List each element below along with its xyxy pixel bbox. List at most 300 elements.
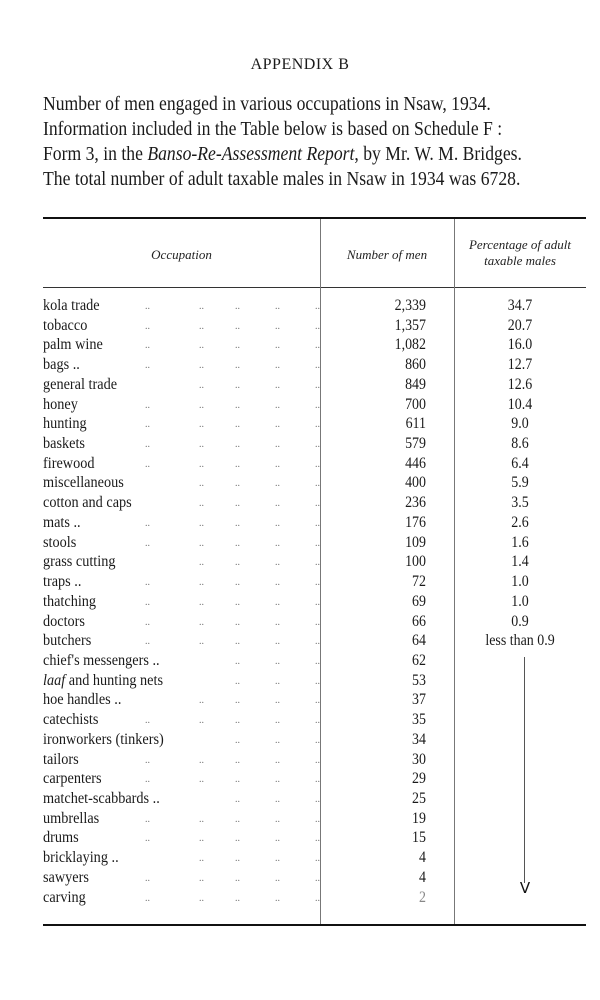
occupation-label: sawyers: [43, 868, 89, 886]
leader-dot: ..: [235, 478, 240, 490]
occupation-label: carpenters: [43, 770, 102, 788]
leader-dot: ..: [315, 320, 320, 332]
percentage-cell: 0.9: [511, 612, 529, 630]
occupation-italic-term: laaf: [43, 671, 66, 689]
leader-dot: ..: [199, 872, 204, 884]
leader-dot: ..: [235, 853, 240, 865]
table-body: [43, 296, 586, 907]
leader-dot: ..: [199, 458, 204, 470]
number-of-men-cell: 69: [412, 592, 426, 610]
number-of-men-cell: 1,082: [394, 336, 426, 354]
table-header-rule: [43, 287, 586, 288]
number-of-men-cell: 34: [412, 730, 426, 748]
leader-dots: [43, 868, 320, 888]
leader-dots: [43, 848, 320, 868]
leader-dot: ..: [235, 301, 240, 312]
leader-dot: ..: [145, 419, 150, 431]
table-row: [43, 434, 586, 454]
number-of-men-cell: 860: [405, 356, 426, 374]
occupation-label: carving: [43, 888, 86, 906]
leader-dot: ..: [199, 833, 204, 845]
leader-dots: [43, 434, 320, 454]
header-occupation: Occupation: [151, 247, 212, 262]
leader-dot: ..: [199, 379, 204, 391]
leader-dot: ..: [235, 715, 240, 727]
leader-dot: ..: [315, 596, 320, 608]
leader-dot: ..: [235, 793, 240, 805]
leader-dot: ..: [275, 655, 280, 667]
leader-dots: [43, 750, 320, 770]
table-row: [43, 651, 586, 671]
leader-dot: ..: [199, 517, 204, 529]
table-row: [43, 828, 586, 848]
leader-dot: ..: [145, 577, 150, 589]
leader-dot: ..: [235, 517, 240, 529]
leader-dots: [43, 828, 320, 848]
leader-dot: ..: [199, 596, 204, 608]
leader-dot: ..: [275, 675, 280, 687]
leader-dots: [43, 395, 320, 415]
percentage-cell: 20.7: [507, 316, 533, 334]
number-of-men-cell: 236: [405, 494, 426, 512]
leader-dots: [43, 690, 320, 710]
leader-dot: ..: [275, 498, 280, 510]
leader-dot: ..: [199, 892, 204, 904]
leader-dot: ..: [199, 320, 204, 332]
leader-dot: ..: [145, 360, 150, 372]
occupation-label: honey: [43, 395, 78, 413]
leader-dot: ..: [145, 596, 150, 608]
leader-dot: ..: [315, 872, 320, 884]
leader-dots: [43, 513, 320, 533]
number-of-men-cell: 2: [419, 888, 426, 906]
leader-dots: [43, 612, 320, 632]
leader-dots: [43, 552, 320, 572]
leader-dot: ..: [145, 537, 150, 549]
table-bottom-rule: [43, 924, 586, 926]
table-row: [43, 335, 586, 355]
leader-dots: [43, 710, 320, 730]
leader-dot: ..: [315, 853, 320, 865]
leader-dot: ..: [315, 458, 320, 470]
number-of-men-cell: 400: [405, 474, 426, 492]
leader-dot: ..: [275, 793, 280, 805]
number-of-men-cell: 4: [419, 849, 426, 867]
leader-dot: ..: [275, 616, 280, 628]
occupation-label: catechists: [43, 711, 99, 729]
occupation-label: cotton and caps: [43, 494, 132, 512]
leader-dot: ..: [235, 419, 240, 431]
leader-dot: ..: [315, 340, 320, 352]
leader-dot: ..: [315, 695, 320, 707]
percentage-cell: 1.4: [511, 553, 529, 571]
leader-dot: ..: [275, 892, 280, 904]
table-row: [43, 592, 586, 612]
leader-dots: [43, 473, 320, 493]
leader-dot: ..: [235, 675, 240, 687]
number-of-men-cell: 64: [412, 632, 426, 650]
table-row: [43, 789, 586, 809]
number-of-men-cell: 30: [412, 750, 426, 768]
leader-dot: ..: [315, 675, 320, 687]
leader-dot: ..: [275, 517, 280, 529]
leader-dots: [43, 631, 320, 651]
number-of-men-cell: 53: [412, 671, 426, 689]
leader-dots: [43, 355, 320, 375]
leader-dot: ..: [199, 439, 204, 451]
occupation-label: tobacco: [43, 316, 88, 334]
leader-dot: ..: [275, 478, 280, 490]
table-row: [43, 454, 586, 474]
table-row: [43, 552, 586, 572]
leader-dot: ..: [145, 636, 150, 648]
leader-dot: ..: [315, 577, 320, 589]
occupation-label: matchet-scabbards ..: [43, 789, 160, 807]
leader-dots: [43, 888, 320, 908]
leader-dot: ..: [315, 833, 320, 845]
intro-line-3-suffix: , by Mr. W. M. Bridges.: [354, 143, 522, 165]
occupation-label: umbrellas: [43, 809, 100, 827]
leader-dot: ..: [275, 853, 280, 865]
leader-dot: ..: [275, 340, 280, 352]
occupation-label: miscellaneous: [43, 474, 124, 492]
percentage-cell: 6.4: [511, 454, 529, 472]
number-of-men-cell: 25: [412, 789, 426, 807]
leader-dot: ..: [199, 360, 204, 372]
intro-line-3: [43, 142, 588, 167]
percentage-cell: less than 0.9: [485, 632, 555, 650]
leader-dot: ..: [199, 695, 204, 707]
leader-dot: ..: [235, 458, 240, 470]
percentage-cell: 2.6: [511, 513, 529, 531]
leader-dot: ..: [199, 754, 204, 766]
leader-dot: ..: [199, 557, 204, 569]
table-row: [43, 375, 586, 395]
leader-dot: ..: [275, 734, 280, 746]
report-title: Banso-Re-Assessment Report: [147, 143, 355, 165]
leader-dot: ..: [235, 616, 240, 628]
leader-dot: ..: [199, 813, 204, 825]
leader-dot: ..: [275, 439, 280, 451]
occupation-label: bags ..: [43, 356, 80, 374]
percentage-cell: 16.0: [507, 336, 533, 354]
leader-dot: ..: [275, 320, 280, 332]
leader-dots: [43, 454, 320, 474]
occupation-label: ironworkers (tinkers): [43, 730, 164, 748]
leader-dots: [43, 316, 320, 336]
leader-dot: ..: [199, 774, 204, 786]
leader-dot: ..: [235, 596, 240, 608]
leader-dot: ..: [315, 793, 320, 805]
continuation-arrow-head-icon: V: [519, 879, 531, 897]
leader-dot: ..: [145, 892, 150, 904]
leader-dots: [43, 533, 320, 553]
number-of-men-cell: 109: [405, 533, 426, 551]
table-top-rule: [43, 217, 586, 219]
leader-dot: ..: [199, 399, 204, 411]
table-row: [43, 730, 586, 750]
header-number-of-men: Number of men: [346, 247, 428, 262]
leader-dot: ..: [235, 360, 240, 372]
table-row: [43, 631, 586, 651]
leader-dot: ..: [315, 892, 320, 904]
leader-dot: ..: [315, 399, 320, 411]
leader-dot: ..: [145, 517, 150, 529]
number-of-men-cell: 849: [405, 375, 426, 393]
leader-dot: ..: [315, 379, 320, 391]
header-percentage-line-1: Percentage of adult: [468, 237, 572, 252]
leader-dot: ..: [275, 399, 280, 411]
leader-dot: ..: [235, 577, 240, 589]
continuation-arrow-line: [524, 657, 525, 883]
occupation-label: general trade: [43, 375, 118, 393]
leader-dot: ..: [315, 734, 320, 746]
occupation-label: mats ..: [43, 513, 81, 531]
occupation-label: thatching: [43, 592, 97, 610]
leader-dots: [43, 769, 320, 789]
occupation-label: baskets: [43, 435, 85, 453]
percentage-cell: 34.7: [507, 297, 533, 314]
occupation-label: hoe handles ..: [43, 691, 122, 709]
leader-dot: ..: [315, 715, 320, 727]
table-row: [43, 473, 586, 493]
table-row: [43, 848, 586, 868]
leader-dot: ..: [315, 360, 320, 372]
leader-dot: ..: [315, 439, 320, 451]
occupation-label: palm wine: [43, 336, 103, 354]
leader-dot: ..: [235, 734, 240, 746]
leader-dot: ..: [315, 557, 320, 569]
leader-dot: ..: [145, 774, 150, 786]
leader-dot: ..: [275, 557, 280, 569]
leader-dot: ..: [145, 616, 150, 628]
intro-line-3-prefix: Form 3, in the: [43, 143, 148, 165]
number-of-men-cell: 700: [405, 395, 426, 413]
table-row: [43, 296, 586, 316]
table-row: [43, 809, 586, 829]
table-row: [43, 316, 586, 336]
table-row: [43, 612, 586, 632]
leader-dot: ..: [235, 655, 240, 667]
number-of-men-cell: 66: [412, 612, 426, 630]
number-of-men-cell: 1,357: [394, 316, 426, 334]
leader-dot: ..: [145, 833, 150, 845]
number-of-men-cell: 579: [405, 435, 426, 453]
leader-dot: ..: [275, 774, 280, 786]
leader-dot: ..: [235, 636, 240, 648]
leader-dot: ..: [145, 715, 150, 727]
table-row: [43, 868, 586, 888]
leader-dot: ..: [199, 636, 204, 648]
number-of-men-cell: 35: [412, 711, 426, 729]
leader-dot: ..: [315, 478, 320, 490]
leader-dot: ..: [315, 774, 320, 786]
leader-dot: ..: [275, 577, 280, 589]
leader-dot: ..: [275, 596, 280, 608]
percentage-cell: 5.9: [511, 474, 529, 492]
leader-dot: ..: [235, 399, 240, 411]
leader-dot: ..: [275, 458, 280, 470]
leader-dot: ..: [235, 813, 240, 825]
percentage-cell: 12.7: [507, 356, 533, 374]
table-row: [43, 493, 586, 513]
occupation-label: grass cutting: [43, 553, 116, 571]
number-of-men-cell: 611: [405, 415, 426, 433]
leader-dot: ..: [145, 340, 150, 352]
number-of-men-cell: 2,339: [394, 297, 426, 314]
number-of-men-cell: 19: [412, 809, 426, 827]
number-of-men-cell: 176: [405, 513, 426, 531]
number-of-men-cell: 446: [405, 454, 426, 472]
leader-dot: ..: [235, 340, 240, 352]
leader-dots: [43, 789, 320, 809]
percentage-cell: 1.6: [511, 533, 529, 551]
leader-dots: [43, 730, 320, 750]
leader-dot: ..: [315, 498, 320, 510]
leader-dot: ..: [275, 813, 280, 825]
leader-dot: ..: [275, 379, 280, 391]
leader-dot: ..: [275, 754, 280, 766]
percentage-cell: 9.0: [511, 415, 529, 433]
table-row: [43, 750, 586, 770]
number-of-men-cell: 72: [412, 573, 426, 591]
occupation-label: bricklaying ..: [43, 849, 119, 867]
leader-dot: ..: [315, 636, 320, 648]
occupation-label: tailors: [43, 750, 79, 768]
leader-dot: ..: [199, 715, 204, 727]
leader-dots: [43, 592, 320, 612]
number-of-men-cell: 29: [412, 770, 426, 788]
occupation-label: firewood: [43, 454, 95, 472]
table-row: [43, 395, 586, 415]
leader-dots: [43, 414, 320, 434]
occupation-label: drums: [43, 829, 79, 847]
leader-dot: ..: [145, 399, 150, 411]
leader-dot: ..: [145, 458, 150, 470]
leader-dot: ..: [315, 754, 320, 766]
number-of-men-cell: 4: [419, 868, 426, 886]
leader-dots: [43, 296, 320, 316]
leader-dots: [43, 671, 320, 691]
intro-line-4: The total number of adult taxable males in Nsaw in 1934 was 6728.: [43, 168, 521, 190]
leader-dot: ..: [315, 616, 320, 628]
header-percentage-line-2: taxable males: [484, 253, 556, 268]
intro-line-1: Number of men engaged in various occupations in Nsaw, 1934.: [43, 93, 491, 115]
leader-dot: ..: [199, 853, 204, 865]
occupation-label: traps ..: [43, 573, 82, 591]
percentage-cell: 1.0: [511, 592, 529, 610]
leader-dot: ..: [275, 695, 280, 707]
leader-dot: ..: [275, 715, 280, 727]
leader-dot: ..: [145, 439, 150, 451]
intro-line-2: Information included in the Table below is based on Schedule F :: [43, 118, 503, 140]
number-of-men-cell: 100: [405, 553, 426, 571]
leader-dot: ..: [235, 892, 240, 904]
percentage-cell: 8.6: [511, 435, 529, 453]
leader-dots: [43, 493, 320, 513]
leader-dot: ..: [145, 754, 150, 766]
occupation-label: chief's messengers ..: [43, 651, 160, 669]
leader-dots: [43, 375, 320, 395]
leader-dot: ..: [145, 320, 150, 332]
leader-dot: ..: [235, 833, 240, 845]
percentage-cell: 1.0: [511, 573, 529, 591]
leader-dots: [43, 651, 320, 671]
table-row: [43, 414, 586, 434]
leader-dot: ..: [199, 498, 204, 510]
leader-dot: ..: [235, 872, 240, 884]
table-row: [43, 710, 586, 730]
occupation-label: kola trade: [43, 297, 100, 314]
leader-dot: ..: [275, 419, 280, 431]
leader-dot: ..: [315, 655, 320, 667]
number-of-men-cell: 37: [412, 691, 426, 709]
percentage-cell: 12.6: [507, 375, 533, 393]
leader-dot: ..: [199, 419, 204, 431]
leader-dot: ..: [145, 872, 150, 884]
number-of-men-cell: 15: [412, 829, 426, 847]
occupation-label: doctors: [43, 612, 85, 630]
occupation-label: butchers: [43, 632, 92, 650]
header-percentage: [454, 237, 586, 269]
leader-dot: ..: [235, 379, 240, 391]
leader-dot: ..: [199, 301, 204, 312]
leader-dot: ..: [235, 774, 240, 786]
percentage-cell: 10.4: [507, 395, 533, 413]
leader-dot: ..: [199, 537, 204, 549]
occupation-label: and hunting nets: [65, 671, 164, 689]
table-row: [43, 533, 586, 553]
table-row: [43, 355, 586, 375]
table-row: [43, 671, 586, 691]
leader-dot: ..: [315, 517, 320, 529]
table-row: [43, 572, 586, 592]
leader-dot: ..: [199, 478, 204, 490]
leader-dot: ..: [275, 301, 280, 312]
leader-dots: [43, 809, 320, 829]
leader-dot: ..: [315, 537, 320, 549]
leader-dot: ..: [235, 320, 240, 332]
number-of-men-cell: 62: [412, 651, 426, 669]
leader-dot: ..: [315, 419, 320, 431]
leader-dot: ..: [275, 833, 280, 845]
occupation-label: hunting: [43, 415, 87, 433]
appendix-title: APPENDIX B: [250, 56, 350, 73]
leader-dot: ..: [235, 557, 240, 569]
leader-dot: ..: [315, 813, 320, 825]
leader-dot: ..: [145, 301, 150, 312]
leader-dot: ..: [275, 872, 280, 884]
leader-dot: ..: [199, 616, 204, 628]
leader-dot: ..: [275, 636, 280, 648]
leader-dot: ..: [315, 301, 320, 312]
leader-dot: ..: [235, 498, 240, 510]
intro-paragraph: [43, 92, 588, 192]
table-row: [43, 769, 586, 789]
leader-dot: ..: [275, 537, 280, 549]
leader-dot: ..: [235, 537, 240, 549]
leader-dots: [43, 572, 320, 592]
leader-dot: ..: [235, 439, 240, 451]
table-row: [43, 690, 586, 710]
leader-dot: ..: [145, 813, 150, 825]
table-row: [43, 888, 586, 908]
occupation-label: stools: [43, 533, 77, 551]
table-row: [43, 513, 586, 533]
leader-dot: ..: [199, 340, 204, 352]
leader-dots: [43, 335, 320, 355]
leader-dot: ..: [235, 754, 240, 766]
